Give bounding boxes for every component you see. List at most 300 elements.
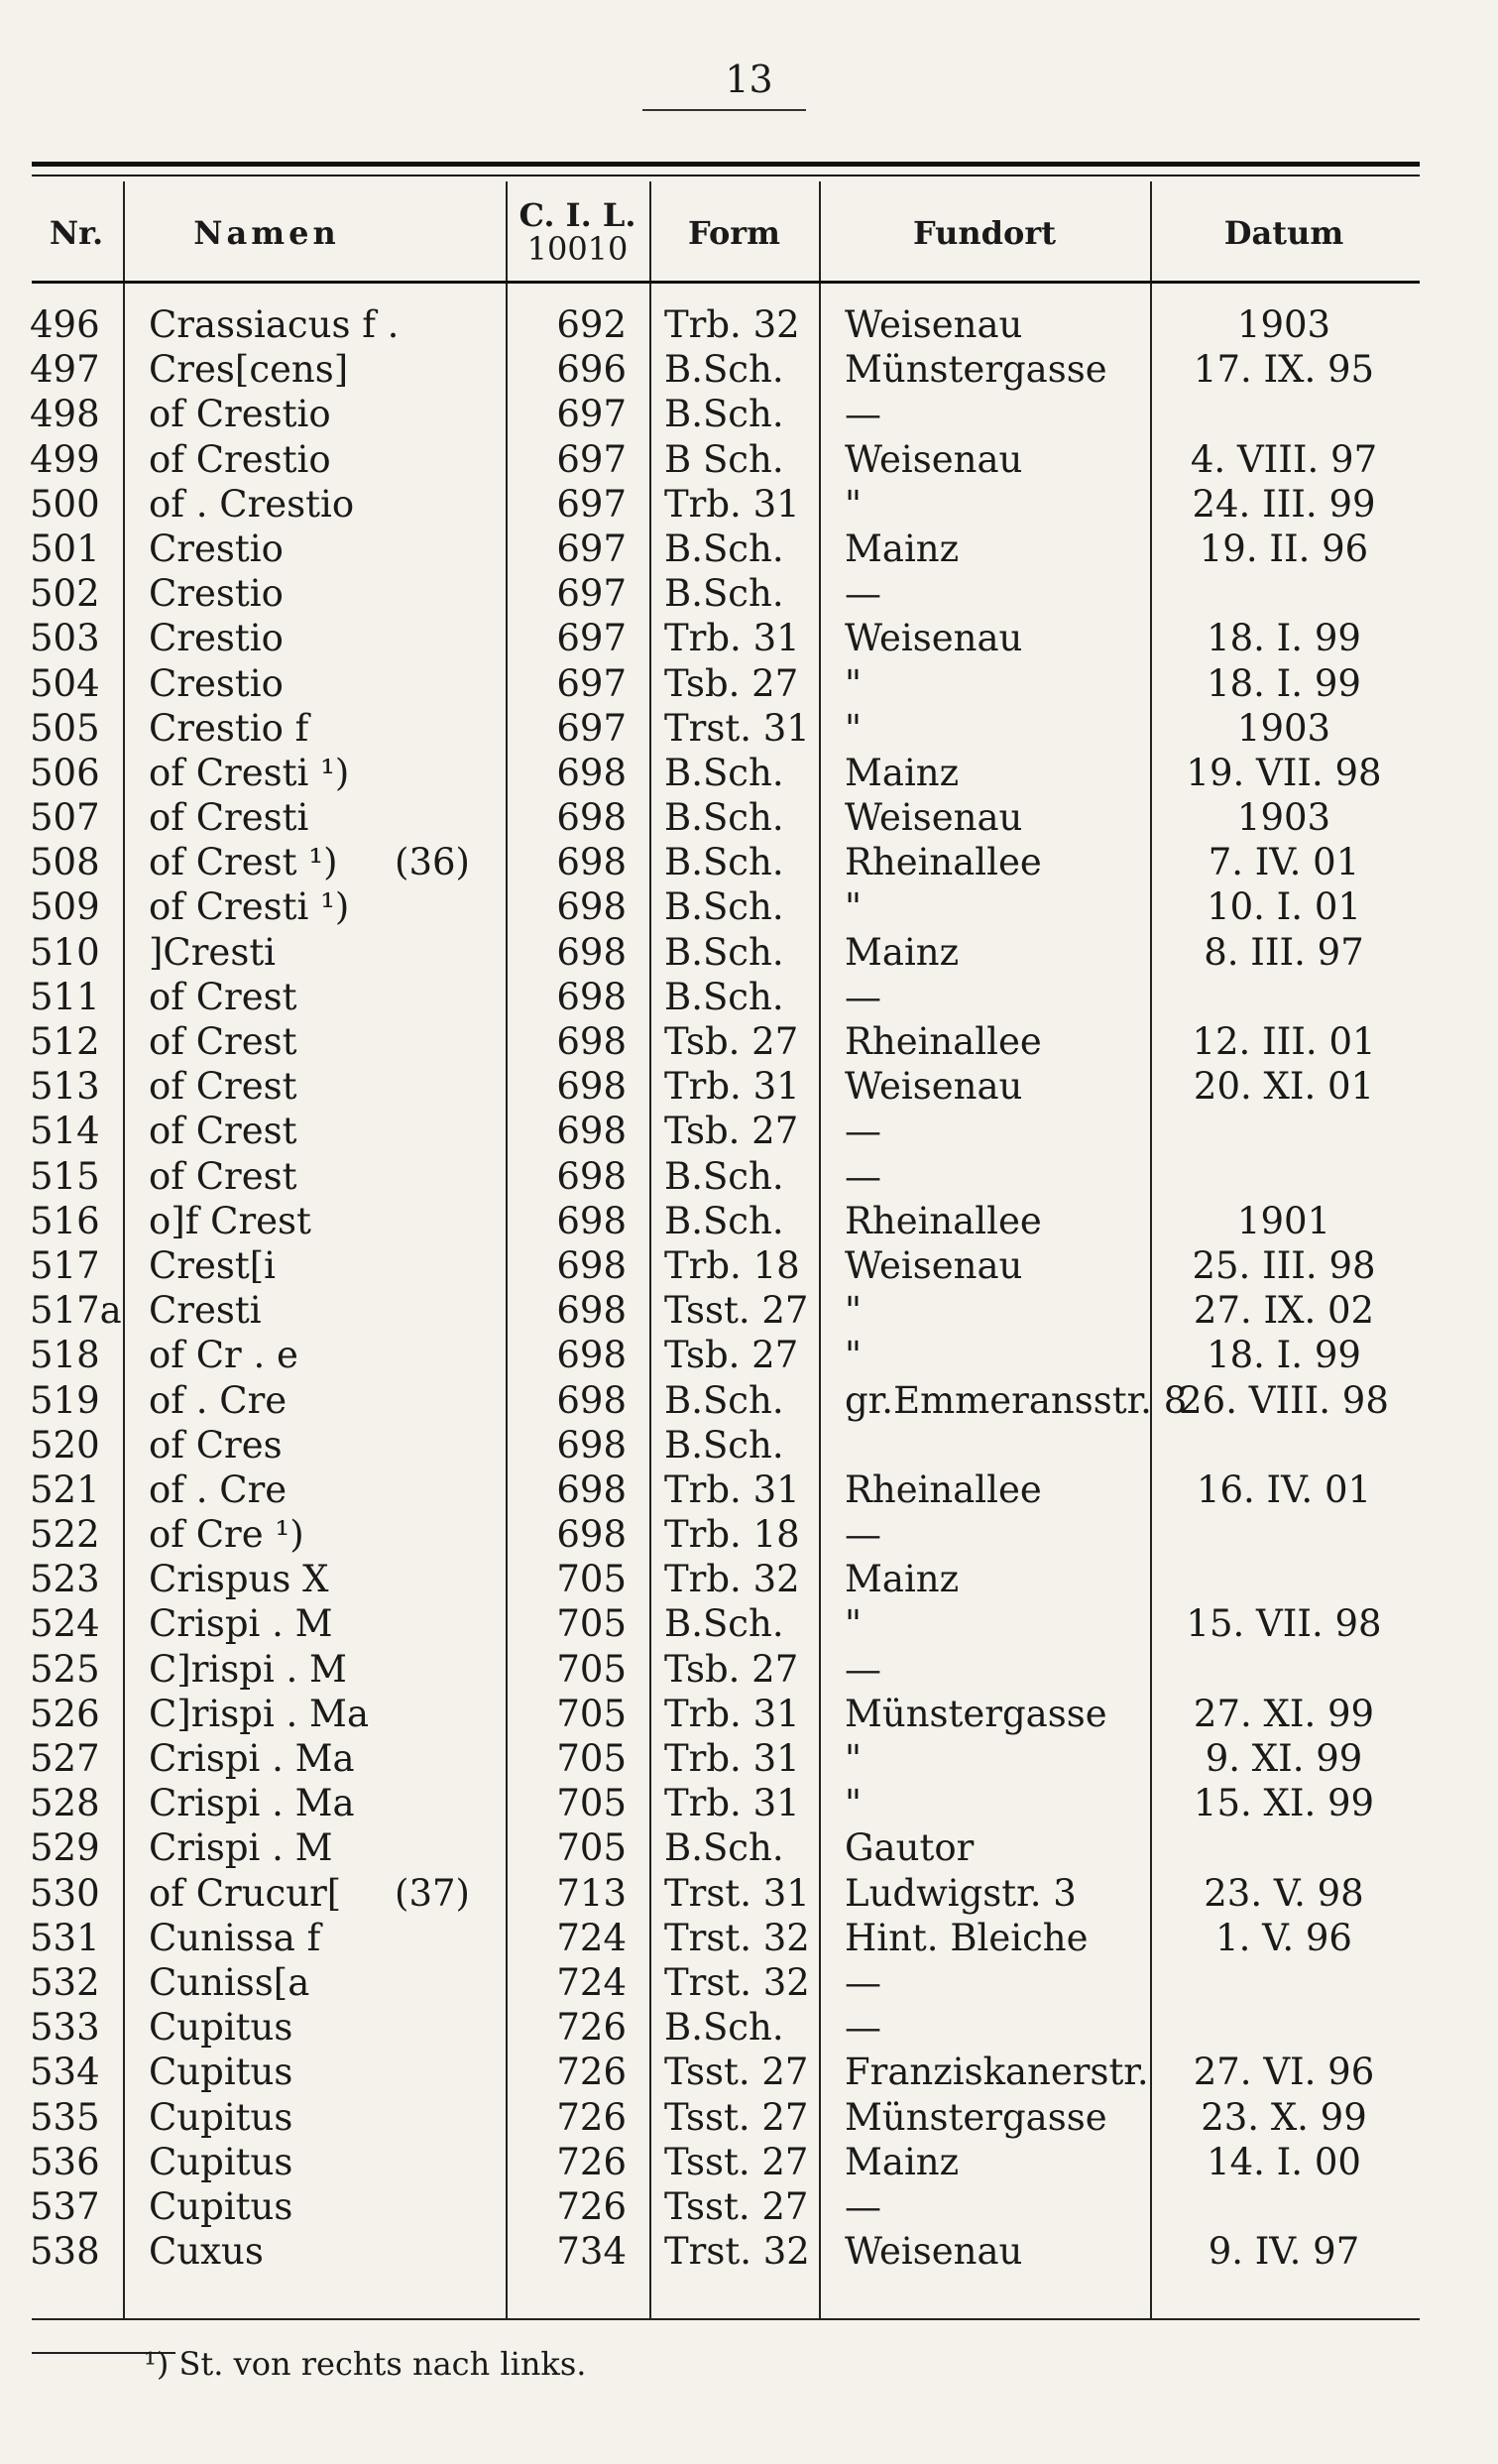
row-form: Trst. 31 <box>664 706 810 750</box>
row-fundort: — <box>845 572 881 616</box>
table-row <box>0 1512 1498 1557</box>
row-form: Trst. 32 <box>664 1960 810 2004</box>
row-fundort: " <box>845 1782 863 1825</box>
row-fundort: Münstergasse <box>845 2095 1107 2139</box>
row-cil: 726 <box>556 2006 627 2050</box>
row-cil: 697 <box>556 482 627 526</box>
row-name: Crestio f <box>149 706 309 750</box>
table-row <box>0 437 1498 482</box>
table-row <box>0 616 1498 660</box>
row-name: of Crest <box>149 1154 297 1198</box>
row-name: Crispi . M <box>149 1826 333 1870</box>
table-bottom-rule <box>32 2318 1420 2320</box>
row-fundort: Münstergasse <box>845 1692 1107 1735</box>
row-form: B.Sch. <box>664 348 784 392</box>
row-name: of Cr . e <box>149 1334 298 1377</box>
row-fundort: Weisenau <box>845 437 1023 481</box>
row-cil: 698 <box>556 885 627 929</box>
row-datum: 18. I. 99 <box>1207 661 1361 705</box>
row-name: Cupitus <box>149 2140 293 2183</box>
row-number: 517a <box>30 1289 122 1333</box>
row-cil: 705 <box>556 1826 627 1870</box>
row-datum: 17. IX. 95 <box>1193 348 1375 392</box>
row-cil: 697 <box>556 572 627 616</box>
row-datum: 16. IV. 01 <box>1196 1467 1372 1511</box>
row-fundort: — <box>845 975 881 1018</box>
row-number: 505 <box>30 706 100 750</box>
row-form: B.Sch. <box>664 2006 784 2050</box>
row-fundort: Münstergasse <box>845 348 1107 392</box>
row-cil: 697 <box>556 437 627 481</box>
row-number: 525 <box>30 1647 100 1691</box>
row-datum: 24. III. 99 <box>1192 482 1376 526</box>
row-note: (37) <box>395 1871 470 1915</box>
row-cil: 697 <box>556 527 627 570</box>
row-number: 519 <box>30 1378 100 1422</box>
table-row <box>0 527 1498 571</box>
row-fundort: " <box>845 885 863 929</box>
row-cil: 698 <box>556 1243 627 1287</box>
row-name: Cupitus <box>149 2184 293 2228</box>
row-name: of Crest <box>149 1020 297 1063</box>
row-form: B.Sch. <box>664 1378 784 1422</box>
header-namen: Namen <box>193 214 340 252</box>
row-datum: 9. XI. 99 <box>1205 1737 1363 1780</box>
row-name: of Crestio <box>149 437 331 481</box>
row-number: 515 <box>30 1154 100 1198</box>
row-datum: 7. IV. 01 <box>1208 841 1360 884</box>
row-name: Cupitus <box>149 2006 293 2050</box>
row-datum: 19. II. 96 <box>1199 527 1369 570</box>
row-fundort: " <box>845 661 863 705</box>
row-form: B.Sch. <box>664 975 784 1018</box>
row-cil: 698 <box>556 1065 627 1109</box>
row-number: 502 <box>30 572 100 616</box>
row-datum: 27. XI. 99 <box>1193 1692 1375 1735</box>
row-fundort: Rheinallee <box>845 841 1042 884</box>
row-fundort: Rheinallee <box>845 1467 1042 1511</box>
row-name: of Crest ¹) <box>149 841 338 884</box>
row-name: of . Crestio <box>149 482 355 526</box>
row-number: 500 <box>30 482 100 526</box>
table-row <box>0 1736 1498 1781</box>
row-name: of Cresti ¹) <box>149 885 350 929</box>
row-name: Cuxus <box>149 2230 264 2274</box>
row-datum: 15. VII. 98 <box>1186 1602 1382 1646</box>
row-fundort: Weisenau <box>845 796 1023 840</box>
table-row <box>0 1109 1498 1153</box>
table-row <box>0 392 1498 436</box>
row-name: Crispi . Ma <box>149 1737 355 1780</box>
row-cil: 697 <box>556 661 627 705</box>
table-row <box>0 302 1498 347</box>
row-form: Tsst. 27 <box>664 1289 809 1333</box>
header-rule <box>32 281 1420 284</box>
row-form: B.Sch. <box>664 841 784 884</box>
table-row <box>0 2229 1498 2274</box>
table-row <box>0 1199 1498 1243</box>
row-name: of Cresti ¹) <box>149 751 350 794</box>
row-form: B.Sch. <box>664 885 784 929</box>
row-form: Tsb. 27 <box>664 1647 799 1691</box>
row-datum: 14. I. 00 <box>1207 2140 1361 2183</box>
row-fundort: Mainz <box>845 2140 960 2183</box>
row-cil: 692 <box>556 303 627 346</box>
row-number: 532 <box>30 1960 100 2004</box>
row-name: of Crest <box>149 1065 297 1109</box>
row-fundort: Weisenau <box>845 2230 1023 2274</box>
table-row <box>0 2184 1498 2229</box>
row-number: 533 <box>30 2006 100 2050</box>
row-cil: 705 <box>556 1647 627 1691</box>
row-datum: 10. I. 01 <box>1207 885 1361 929</box>
row-number: 514 <box>30 1110 100 1153</box>
table-row <box>0 1154 1498 1199</box>
row-number: 535 <box>30 2095 100 2139</box>
row-name: of . Cre <box>149 1467 288 1511</box>
row-form: B.Sch. <box>664 930 784 974</box>
row-number: 506 <box>30 751 100 794</box>
row-name: of Cres <box>149 1423 283 1467</box>
row-datum: 15. XI. 99 <box>1193 1782 1375 1825</box>
row-name: of Cre ¹) <box>149 1513 304 1557</box>
row-datum: 19. VII. 98 <box>1186 751 1382 794</box>
row-number: 498 <box>30 393 100 436</box>
row-cil: 726 <box>556 2095 627 2139</box>
row-fundort: Franziskanerstr. <box>845 2051 1149 2094</box>
row-number: 509 <box>30 885 100 929</box>
row-form: B.Sch. <box>664 1199 784 1242</box>
row-number: 503 <box>30 617 100 660</box>
row-number: 527 <box>30 1737 100 1780</box>
row-cil: 698 <box>556 1378 627 1422</box>
row-number: 511 <box>30 975 100 1018</box>
header-form: Form <box>687 214 781 252</box>
table-row <box>0 661 1498 706</box>
row-cil: 698 <box>556 1289 627 1333</box>
row-name: Crestio <box>149 661 284 705</box>
row-form: Trb. 31 <box>664 1782 800 1825</box>
row-number: 520 <box>30 1423 100 1467</box>
row-number: 530 <box>30 1871 100 1915</box>
table-row <box>0 2050 1498 2094</box>
row-form: B.Sch. <box>664 1154 784 1198</box>
table-row <box>0 930 1498 975</box>
row-form: B Sch. <box>664 437 784 481</box>
row-form: B.Sch. <box>664 751 784 794</box>
row-cil: 697 <box>556 706 627 750</box>
table-row <box>0 1960 1498 2005</box>
row-number: 534 <box>30 2051 100 2094</box>
row-fundort: " <box>845 706 863 750</box>
table-row <box>0 1871 1498 1916</box>
row-form: Tsst. 27 <box>664 2140 809 2183</box>
row-number: 499 <box>30 437 100 481</box>
row-number: 518 <box>30 1334 100 1377</box>
table-row <box>0 1378 1498 1423</box>
row-fundort: " <box>845 1334 863 1377</box>
row-fundort: " <box>845 482 863 526</box>
row-datum: 1903 <box>1236 706 1331 750</box>
row-cil: 698 <box>556 1154 627 1198</box>
table-row <box>0 1423 1498 1467</box>
row-form: Trb. 18 <box>664 1243 800 1287</box>
footnote-text: St. von rechts nach links. <box>178 2345 587 2383</box>
row-name: Crestio <box>149 617 284 660</box>
row-cil: 698 <box>556 1513 627 1557</box>
table-row <box>0 1557 1498 1601</box>
page-number: 13 <box>725 58 773 101</box>
table-row <box>0 347 1498 392</box>
row-form: Tsst. 27 <box>664 2051 809 2094</box>
row-cil: 724 <box>556 1916 627 1959</box>
row-name: Crispi . M <box>149 1602 333 1646</box>
row-fundort: Weisenau <box>845 303 1023 346</box>
table-row <box>0 1647 1498 1692</box>
table-row <box>0 975 1498 1019</box>
top-rule-thin <box>32 175 1420 176</box>
row-form: Trb. 31 <box>664 1692 800 1735</box>
table-row <box>0 571 1498 616</box>
row-form: Trb. 31 <box>664 482 800 526</box>
row-name: o]f Crest <box>149 1199 311 1242</box>
row-name: Cupitus <box>149 2051 293 2094</box>
row-cil: 705 <box>556 1737 627 1780</box>
row-datum: 18. I. 99 <box>1207 1334 1361 1377</box>
row-form: B.Sch. <box>664 1826 784 1870</box>
row-number: 536 <box>30 2140 100 2183</box>
row-datum: 9. IV. 97 <box>1208 2230 1360 2274</box>
row-datum: 27. VI. 96 <box>1193 2051 1375 2094</box>
table-row <box>0 1243 1498 1288</box>
row-fundort: Mainz <box>845 1558 960 1601</box>
row-datum: 23. X. 99 <box>1201 2095 1367 2139</box>
row-form: B.Sch. <box>664 393 784 436</box>
row-form: Trst. 32 <box>664 1916 810 1959</box>
header-cil-bottom: 10010 <box>526 230 629 268</box>
row-number: 523 <box>30 1558 100 1601</box>
row-number: 507 <box>30 796 100 840</box>
row-name: Crestio <box>149 527 284 570</box>
row-form: Trb. 32 <box>664 1558 800 1601</box>
row-form: Trb. 32 <box>664 303 800 346</box>
row-cil: 698 <box>556 1423 627 1467</box>
row-cil: 726 <box>556 2184 627 2228</box>
row-cil: 705 <box>556 1602 627 1646</box>
row-form: Trst. 31 <box>664 1871 810 1915</box>
row-fundort: — <box>845 1960 881 2004</box>
row-name: Cunissa f <box>149 1916 321 1959</box>
row-form: Tsst. 27 <box>664 2184 809 2228</box>
row-number: 504 <box>30 661 100 705</box>
row-cil: 698 <box>556 1467 627 1511</box>
row-datum: 1903 <box>1236 796 1331 840</box>
row-name: Crestio <box>149 572 284 616</box>
row-cil: 696 <box>556 348 627 392</box>
table-row <box>0 1781 1498 1825</box>
row-fundort: Rheinallee <box>845 1020 1042 1063</box>
header-cil-top: C. I. L. <box>519 196 636 235</box>
row-cil: 705 <box>556 1558 627 1601</box>
row-name: ]Cresti <box>149 930 277 974</box>
row-cil: 698 <box>556 751 627 794</box>
row-datum: 8. III. 97 <box>1204 930 1364 974</box>
row-datum: 20. XI. 01 <box>1193 1065 1375 1109</box>
row-number: 510 <box>30 930 100 974</box>
row-form: B.Sch. <box>664 1602 784 1646</box>
table-row <box>0 482 1498 527</box>
row-form: Tsb. 27 <box>664 1020 799 1063</box>
row-fundort: " <box>845 1289 863 1333</box>
header-fundort: Fundort <box>912 214 1057 252</box>
table-row <box>0 2005 1498 2050</box>
row-number: 528 <box>30 1782 100 1825</box>
row-form: Trb. 18 <box>664 1513 800 1557</box>
header-datum: Datum <box>1223 214 1344 252</box>
row-number: 529 <box>30 1826 100 1870</box>
table-row <box>0 1916 1498 1960</box>
row-fundort: Weisenau <box>845 1243 1023 1287</box>
table-row <box>0 751 1498 795</box>
row-cil: 698 <box>556 1110 627 1153</box>
row-cil: 724 <box>556 1960 627 2004</box>
row-number: 524 <box>30 1602 100 1646</box>
row-number: 497 <box>30 348 100 392</box>
row-fundort: gr.Emmeransstr. 8 <box>845 1378 1188 1422</box>
footnote <box>144 2345 586 2383</box>
row-fundort: — <box>845 1154 881 1198</box>
row-number: 521 <box>30 1467 100 1511</box>
row-form: Tsb. 27 <box>664 661 799 705</box>
row-form: Trb. 31 <box>664 617 800 660</box>
row-fundort: — <box>845 2184 881 2228</box>
table-row <box>0 2095 1498 2140</box>
table-row <box>0 1692 1498 1736</box>
row-form: Trb. 31 <box>664 1065 800 1109</box>
row-form: B.Sch. <box>664 527 784 570</box>
row-number: 516 <box>30 1199 100 1242</box>
row-fundort: — <box>845 1110 881 1153</box>
footnote-marker: ¹) <box>144 2345 170 2383</box>
row-fundort: Weisenau <box>845 1065 1023 1109</box>
row-datum: 23. V. 98 <box>1204 1871 1364 1915</box>
row-number: 531 <box>30 1916 100 1959</box>
row-number: 522 <box>30 1513 100 1557</box>
row-datum: 12. III. 01 <box>1192 1020 1376 1063</box>
table-row <box>0 2140 1498 2184</box>
top-rule-thick <box>32 162 1420 167</box>
row-number: 496 <box>30 303 100 346</box>
row-number: 508 <box>30 841 100 884</box>
row-fundort: Mainz <box>845 527 960 570</box>
row-datum: 1903 <box>1236 303 1331 346</box>
row-fundort: — <box>845 393 881 436</box>
row-name: Crassiacus f . <box>149 303 400 346</box>
row-name: of Crucur[ <box>149 1871 342 1915</box>
row-number: 537 <box>30 2184 100 2228</box>
row-name: Crest[i <box>149 1243 277 1287</box>
row-form: Tsb. 27 <box>664 1334 799 1377</box>
row-fundort: Mainz <box>845 751 960 794</box>
row-form: B.Sch. <box>664 572 784 616</box>
row-cil: 698 <box>556 1020 627 1063</box>
row-cil: 698 <box>556 975 627 1018</box>
table-row <box>0 1333 1498 1377</box>
table-row <box>0 1825 1498 1870</box>
row-form: B.Sch. <box>664 796 784 840</box>
row-form: Trst. 32 <box>664 2230 810 2274</box>
table-body <box>0 302 1498 2274</box>
row-cil: 698 <box>556 841 627 884</box>
row-name: of Crestio <box>149 393 331 436</box>
row-cil: 698 <box>556 1199 627 1242</box>
row-fundort: Gautor <box>845 1826 975 1870</box>
row-cil: 698 <box>556 1334 627 1377</box>
row-number: 513 <box>30 1065 100 1109</box>
table-row <box>0 1019 1498 1064</box>
row-cil: 697 <box>556 617 627 660</box>
header-cil <box>506 188 649 278</box>
row-number: 517 <box>30 1243 100 1287</box>
row-cil: 713 <box>556 1871 627 1915</box>
row-datum: 1. V. 96 <box>1215 1916 1352 1959</box>
row-datum: 25. III. 98 <box>1192 1243 1376 1287</box>
row-cil: 698 <box>556 930 627 974</box>
row-cil: 726 <box>556 2051 627 2094</box>
row-form: Tsb. 27 <box>664 1110 799 1153</box>
row-cil: 705 <box>556 1782 627 1825</box>
row-cil: 705 <box>556 1692 627 1735</box>
row-fundort: Rheinallee <box>845 1199 1042 1242</box>
row-datum: 18. I. 99 <box>1207 617 1361 660</box>
row-fundort: Weisenau <box>845 617 1023 660</box>
table-row <box>0 1601 1498 1646</box>
row-datum: 26. VIII. 98 <box>1179 1378 1389 1422</box>
row-fundort: — <box>845 1513 881 1557</box>
row-name: Cresti <box>149 1289 262 1333</box>
row-form: Trb. 31 <box>664 1467 800 1511</box>
row-name: Cuniss[a <box>149 1960 310 2004</box>
table-row <box>0 1288 1498 1333</box>
row-datum: 1901 <box>1236 1199 1331 1242</box>
row-form: B.Sch. <box>664 1423 784 1467</box>
table-row <box>0 840 1498 884</box>
row-note: (36) <box>395 841 470 884</box>
row-fundort: Hint. Bleiche <box>845 1916 1089 1959</box>
row-name: Cupitus <box>149 2095 293 2139</box>
row-number: 512 <box>30 1020 100 1063</box>
header-nr: Nr. <box>49 214 104 252</box>
table-row <box>0 795 1498 840</box>
row-number: 526 <box>30 1692 100 1735</box>
row-name: Crispus X <box>149 1558 329 1601</box>
row-fundort: " <box>845 1602 863 1646</box>
row-name: C]rispi . Ma <box>149 1692 369 1735</box>
row-cil: 734 <box>556 2230 627 2274</box>
row-name: of Cresti <box>149 796 309 840</box>
table-row <box>0 884 1498 929</box>
row-name: Cres[cens] <box>149 348 349 392</box>
row-number: 501 <box>30 527 100 570</box>
row-fundort: Mainz <box>845 930 960 974</box>
row-name: Crispi . Ma <box>149 1782 355 1825</box>
table-row <box>0 1467 1498 1512</box>
row-form: Trb. 31 <box>664 1737 800 1780</box>
row-fundort: Ludwigstr. 3 <box>845 1871 1077 1915</box>
row-cil: 726 <box>556 2140 627 2183</box>
row-cil: 697 <box>556 393 627 436</box>
row-datum: 27. IX. 02 <box>1193 1289 1375 1333</box>
